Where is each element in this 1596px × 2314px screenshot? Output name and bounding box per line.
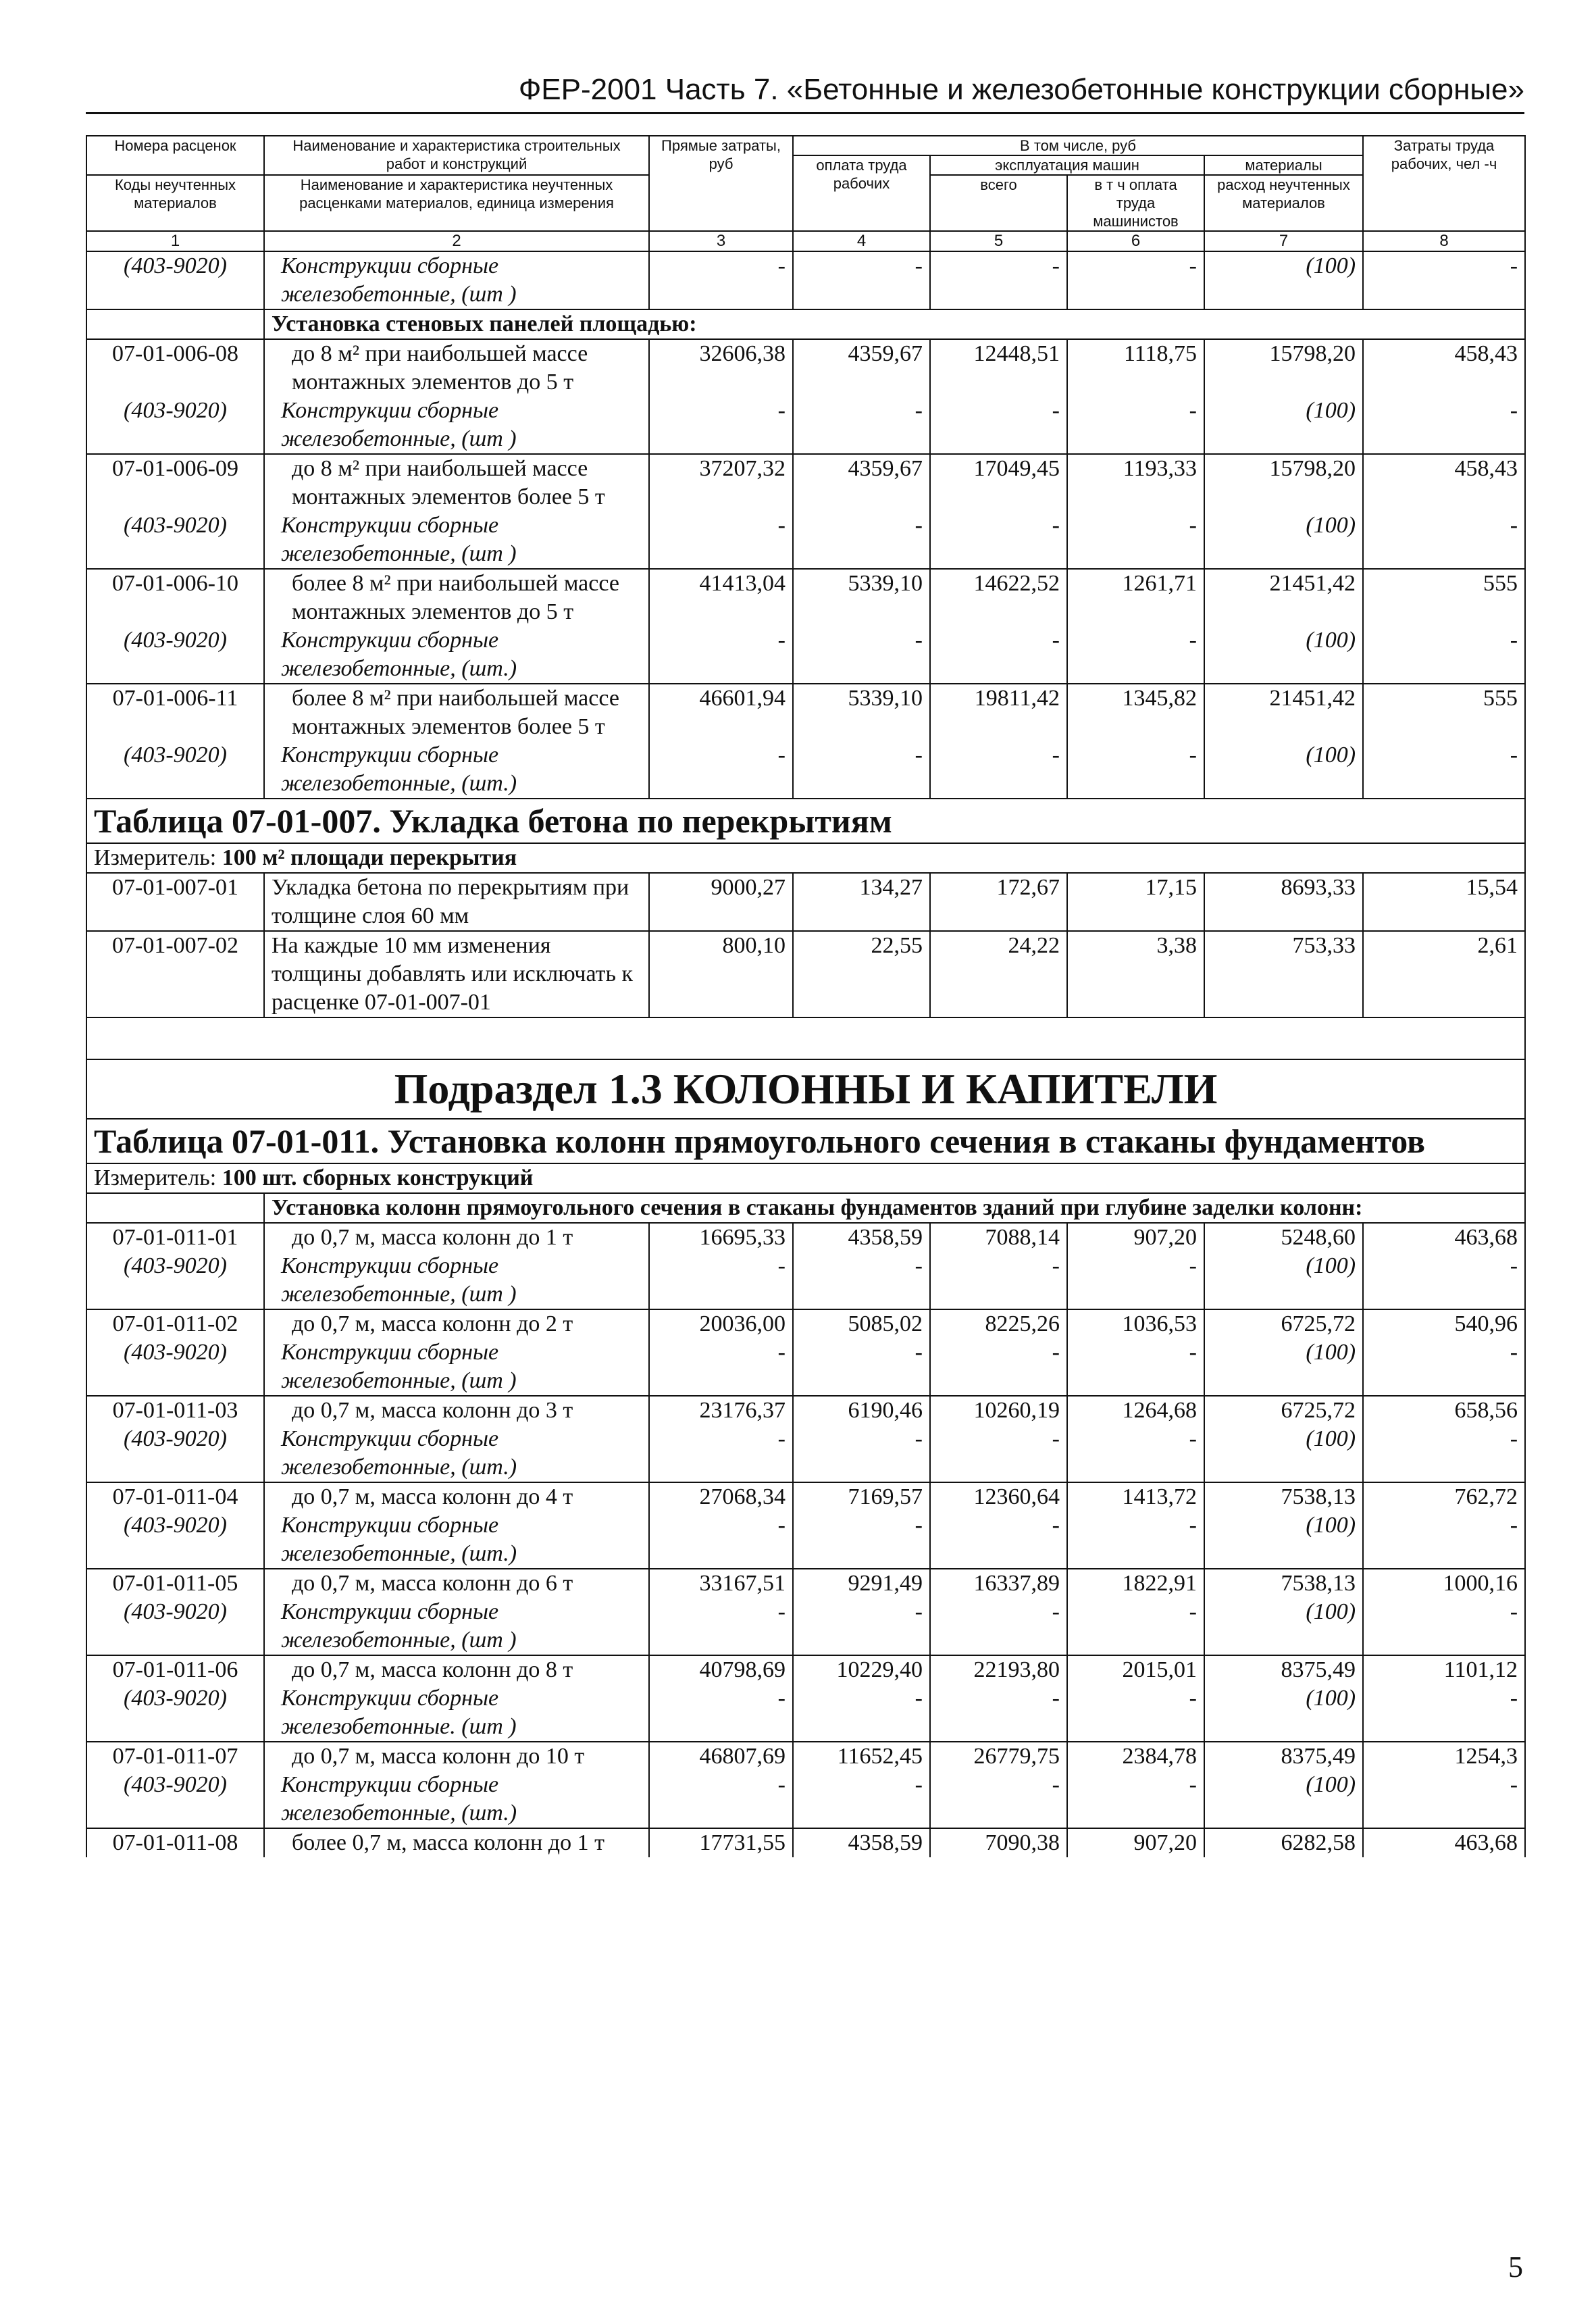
rate-name: до 0,7 м, масса колонн до 10 т	[264, 1742, 649, 1771]
spacer-row	[86, 1017, 1525, 1059]
running-header: ФЕР-2001 Часть 7. «Бетонные и железобетонные конструкции сборные»	[86, 68, 1524, 114]
direct-cost-value: -	[649, 1338, 793, 1396]
measure-label: Измеритель:	[94, 1165, 217, 1190]
empty-code-cell	[86, 1193, 264, 1223]
measure-value: 100 м² площади перекрытия	[222, 845, 517, 870]
material-code: (403-9020)	[86, 626, 264, 684]
column-number: 6	[1067, 231, 1204, 251]
group-subtitle: Установка стеновых панелей площадью:	[264, 309, 1525, 339]
labor-value: -	[1363, 1425, 1525, 1482]
machinists-wages-value: -	[1067, 1425, 1204, 1482]
materials-value: (100)	[1204, 511, 1363, 569]
material-name: Конструкции сборные железобетонные, (шт )	[264, 1598, 649, 1655]
direct-cost-value: -	[649, 397, 793, 454]
machines-total-value: -	[930, 251, 1067, 309]
rate-code: 07-01-007-01	[86, 873, 264, 931]
wages-value: -	[793, 1425, 930, 1482]
wages-value: 4359,67	[793, 339, 930, 397]
wages-value: 4359,67	[793, 454, 930, 511]
rate-code: 07-01-006-09	[86, 454, 264, 511]
wages-value: 4358,59	[793, 1223, 930, 1252]
materials-value: (100)	[1204, 1338, 1363, 1396]
labor-value: 1101,12	[1363, 1655, 1525, 1684]
header-codes: Номера расценок	[86, 136, 264, 175]
table-body	[86, 251, 1525, 1857]
machines-total-value: -	[930, 626, 1067, 684]
header-including: В том числе, руб	[793, 136, 1363, 155]
material-code: (403-9020)	[86, 741, 264, 799]
materials-value: 6725,72	[1204, 1396, 1363, 1425]
material-name: Конструкции сборные железобетонные, (шт.)	[264, 1425, 649, 1482]
rate-name: более 8 м² при наибольшей массе монтажных элементов более 5 т	[264, 684, 649, 741]
header-labor: Затраты труда рабочих, чел -ч	[1363, 136, 1525, 231]
wages-value: -	[793, 251, 930, 309]
wages-value: -	[793, 1771, 930, 1828]
materials-value: 5248,60	[1204, 1223, 1363, 1252]
direct-cost-value: -	[649, 251, 793, 309]
machinists-wages-value: 1193,33	[1067, 454, 1204, 511]
material-name: Конструкции сборные железобетонные, (шт )	[264, 397, 649, 454]
machines-total-value: 17049,45	[930, 454, 1067, 511]
wages-value: -	[793, 1338, 930, 1396]
table-title: Таблица 07-01-007. Укладка бетона по перекрытиям	[86, 799, 1525, 843]
rate-name: до 8 м² при наибольшей массе монтажных элементов до 5 т	[264, 339, 649, 397]
measure-row	[86, 843, 1525, 873]
machines-total-value: -	[930, 397, 1067, 454]
wages-value: -	[793, 1684, 930, 1742]
material-row	[86, 1598, 1525, 1655]
machines-total-value: 7088,14	[930, 1223, 1067, 1252]
machinists-wages-value: 1345,82	[1067, 684, 1204, 741]
column-number: 3	[649, 231, 793, 251]
materials-value: 15798,20	[1204, 454, 1363, 511]
material-name: Конструкции сборные железобетонные, (шт.)	[264, 1771, 649, 1828]
column-number: 1	[86, 231, 264, 251]
rate-name: до 8 м² при наибольшей массе монтажных элементов более 5 т	[264, 454, 649, 511]
material-code: (403-9020)	[86, 1425, 264, 1482]
page-number: 5	[1508, 2250, 1523, 2284]
price-table	[86, 135, 1526, 1857]
material-name: Конструкции сборные железобетонные, (шт )	[264, 1338, 649, 1396]
measure-row	[86, 1163, 1525, 1193]
direct-cost-value: 16695,33	[649, 1223, 793, 1252]
rate-name: более 8 м² при наибольшей массе монтажных элементов до 5 т	[264, 569, 649, 626]
machines-total-value: -	[930, 1252, 1067, 1309]
machinists-wages-value: -	[1067, 626, 1204, 684]
group-subtitle: Установка колонн прямоугольного сечения в стаканы фундаментов зданий при глубине заделки колонн:	[264, 1193, 1525, 1223]
header-materials: материалы	[1204, 155, 1363, 175]
material-code: (403-9020)	[86, 251, 264, 309]
materials-value: (100)	[1204, 1684, 1363, 1742]
labor-value: -	[1363, 1511, 1525, 1569]
material-row	[86, 1771, 1525, 1828]
wages-value: 134,27	[793, 873, 930, 931]
material-code: (403-9020)	[86, 1771, 264, 1828]
labor-value: -	[1363, 626, 1525, 684]
material-row	[86, 397, 1525, 454]
materials-value: (100)	[1204, 251, 1363, 309]
machinists-wages-value: -	[1067, 741, 1204, 799]
material-row	[86, 251, 1525, 309]
machinists-wages-value: 17,15	[1067, 873, 1204, 931]
machinists-wages-value: 1261,71	[1067, 569, 1204, 626]
machines-total-value: 10260,19	[930, 1396, 1067, 1425]
table-row	[86, 873, 1525, 931]
direct-cost-value: 800,10	[649, 931, 793, 1017]
header-machines-total: всего	[930, 175, 1067, 231]
machinists-wages-value: -	[1067, 1598, 1204, 1655]
materials-value: 21451,42	[1204, 684, 1363, 741]
labor-value: -	[1363, 397, 1525, 454]
rate-name: до 0,7 м, масса колонн до 1 т	[264, 1223, 649, 1252]
labor-value: 463,68	[1363, 1223, 1525, 1252]
measure-label: Измеритель:	[94, 845, 217, 870]
materials-value: (100)	[1204, 1598, 1363, 1655]
direct-cost-value: 17731,55	[649, 1828, 793, 1857]
direct-cost-value: -	[649, 1771, 793, 1828]
machines-total-value: -	[930, 1598, 1067, 1655]
rate-code: 07-01-011-01	[86, 1223, 264, 1252]
table-row	[86, 454, 1525, 511]
rate-code: 07-01-011-05	[86, 1569, 264, 1598]
header-direct-costs: Прямые затраты, руб	[649, 136, 793, 231]
machines-total-value: -	[930, 1338, 1067, 1396]
material-name: Конструкции сборные железобетонные, (шт )	[264, 511, 649, 569]
rate-code: 07-01-011-02	[86, 1309, 264, 1338]
machines-total-value: -	[930, 1684, 1067, 1742]
labor-value: -	[1363, 1252, 1525, 1309]
machinists-wages-value: 907,20	[1067, 1223, 1204, 1252]
table-title: Таблица 07-01-011. Установка колонн прямоугольного сечения в стаканы фундаментов	[86, 1119, 1525, 1163]
wages-value: 11652,45	[793, 1742, 930, 1771]
labor-value: 458,43	[1363, 454, 1525, 511]
column-number: 4	[793, 231, 930, 251]
group-subtitle-row	[86, 1193, 1525, 1223]
wages-value: 5339,10	[793, 569, 930, 626]
direct-cost-value: 46807,69	[649, 1742, 793, 1771]
column-number: 2	[264, 231, 649, 251]
spacer-cell	[86, 1017, 1525, 1059]
measure-line	[86, 843, 1525, 873]
column-numbers-row	[86, 231, 1525, 251]
header-wages: оплата труда рабочих	[793, 155, 930, 231]
material-code: (403-9020)	[86, 1252, 264, 1309]
labor-value: 1000,16	[1363, 1569, 1525, 1598]
materials-value: (100)	[1204, 1425, 1363, 1482]
direct-cost-value: 32606,38	[649, 339, 793, 397]
rate-name: до 0,7 м, масса колонн до 4 т	[264, 1482, 649, 1511]
wages-value: 10229,40	[793, 1655, 930, 1684]
machines-total-value: 22193,80	[930, 1655, 1067, 1684]
table-row	[86, 1482, 1525, 1511]
column-number: 7	[1204, 231, 1363, 251]
material-name: Конструкции сборные железобетонные, (шт.)	[264, 1511, 649, 1569]
machinists-wages-value: -	[1067, 1511, 1204, 1569]
subsection-title: Подраздел 1.3 КОЛОННЫ И КАПИТЕЛИ	[86, 1059, 1525, 1119]
material-row	[86, 626, 1525, 684]
material-name: Конструкции сборные железобетонные, (шт )	[264, 1252, 649, 1309]
labor-value: 2,61	[1363, 931, 1525, 1017]
rate-code: 07-01-006-10	[86, 569, 264, 626]
labor-value: 555	[1363, 684, 1525, 741]
materials-value: (100)	[1204, 1252, 1363, 1309]
machines-total-value: 172,67	[930, 873, 1067, 931]
machinists-wages-value: 1413,72	[1067, 1482, 1204, 1511]
material-name: Конструкции сборные железобетонные. (шт )	[264, 1684, 649, 1742]
materials-value: 6725,72	[1204, 1309, 1363, 1338]
header-materials-sub: расход неучтенных материалов	[1204, 175, 1363, 231]
wages-value: -	[793, 1511, 930, 1569]
rate-name: На каждые 10 мм изменения толщины добавлять или исключать к расценке 07-01-007-01	[264, 931, 649, 1017]
direct-cost-value: 37207,32	[649, 454, 793, 511]
material-name: Конструкции сборные железобетонные, (шт.)	[264, 741, 649, 799]
wages-value: -	[793, 1598, 930, 1655]
materials-value: (100)	[1204, 397, 1363, 454]
machinists-wages-value: -	[1067, 397, 1204, 454]
direct-cost-value: -	[649, 1684, 793, 1742]
machinists-wages-value: 1118,75	[1067, 339, 1204, 397]
machinists-wages-value: -	[1067, 1338, 1204, 1396]
measure-value: 100 шт. сборных конструкций	[222, 1165, 534, 1190]
material-code: (403-9020)	[86, 511, 264, 569]
material-row	[86, 1684, 1525, 1742]
direct-cost-value: 23176,37	[649, 1396, 793, 1425]
table-row	[86, 1223, 1525, 1252]
machinists-wages-value: 907,20	[1067, 1828, 1204, 1857]
rate-name: более 0,7 м, масса колонн до 1 т	[264, 1828, 649, 1857]
machines-total-value: -	[930, 1425, 1067, 1482]
rate-code: 07-01-011-04	[86, 1482, 264, 1511]
material-row	[86, 511, 1525, 569]
machinists-wages-value: 1822,91	[1067, 1569, 1204, 1598]
materials-value: 753,33	[1204, 931, 1363, 1017]
rate-name: до 0,7 м, масса колонн до 8 т	[264, 1655, 649, 1684]
materials-value: 15798,20	[1204, 339, 1363, 397]
table-row	[86, 684, 1525, 741]
table-row	[86, 1655, 1525, 1684]
machines-total-value: 12448,51	[930, 339, 1067, 397]
direct-cost-value: 27068,34	[649, 1482, 793, 1511]
rate-code: 07-01-006-08	[86, 339, 264, 397]
material-code: (403-9020)	[86, 1511, 264, 1569]
wages-value: 5339,10	[793, 684, 930, 741]
material-name: Конструкции сборные железобетонные, (шт.)	[264, 626, 649, 684]
empty-code-cell	[86, 309, 264, 339]
direct-cost-value: -	[649, 1511, 793, 1569]
header-codes-sub: Коды неучтенных материалов	[86, 175, 264, 231]
materials-value: 6282,58	[1204, 1828, 1363, 1857]
machines-total-value: 26779,75	[930, 1742, 1067, 1771]
labor-value: -	[1363, 1684, 1525, 1742]
wages-value: 22,55	[793, 931, 930, 1017]
rate-code: 07-01-011-08	[86, 1828, 264, 1857]
machines-total-value: 24,22	[930, 931, 1067, 1017]
labor-value: 458,43	[1363, 339, 1525, 397]
material-name: Конструкции сборные железобетонные, (шт )	[264, 251, 649, 309]
machines-total-value: -	[930, 741, 1067, 799]
table-title-row	[86, 799, 1525, 843]
direct-cost-value: -	[649, 741, 793, 799]
machinists-wages-value: 2384,78	[1067, 1742, 1204, 1771]
machinists-wages-value: -	[1067, 511, 1204, 569]
machines-total-value: -	[930, 511, 1067, 569]
table-row	[86, 339, 1525, 397]
direct-cost-value: -	[649, 511, 793, 569]
table-row	[86, 931, 1525, 1017]
table-row	[86, 1309, 1525, 1338]
direct-cost-value: 33167,51	[649, 1569, 793, 1598]
machinists-wages-value: -	[1067, 1684, 1204, 1742]
wages-value: -	[793, 1252, 930, 1309]
materials-value: (100)	[1204, 1511, 1363, 1569]
column-number: 5	[930, 231, 1067, 251]
wages-value: 6190,46	[793, 1396, 930, 1425]
wages-value: -	[793, 511, 930, 569]
materials-value: 7538,13	[1204, 1569, 1363, 1598]
machinists-wages-value: -	[1067, 251, 1204, 309]
labor-value: 658,56	[1363, 1396, 1525, 1425]
machines-total-value: 7090,38	[930, 1828, 1067, 1857]
material-row	[86, 1338, 1525, 1396]
material-row	[86, 1425, 1525, 1482]
rate-name: до 0,7 м, масса колонн до 2 т	[264, 1309, 649, 1338]
subsection-title-row	[86, 1059, 1525, 1119]
wages-value: -	[793, 741, 930, 799]
machinists-wages-value: 2015,01	[1067, 1655, 1204, 1684]
direct-cost-value: -	[649, 1425, 793, 1482]
table-row	[86, 569, 1525, 626]
group-subtitle-row	[86, 309, 1525, 339]
wages-value: -	[793, 397, 930, 454]
materials-value: 7538,13	[1204, 1482, 1363, 1511]
material-row	[86, 1511, 1525, 1569]
wages-value: 7169,57	[793, 1482, 930, 1511]
table-title-row	[86, 1119, 1525, 1163]
header-name: Наименование и характеристика строительных работ и конструкций	[264, 136, 649, 175]
labor-value: -	[1363, 1771, 1525, 1828]
rate-code: 07-01-011-07	[86, 1742, 264, 1771]
rate-name: Укладка бетона по перекрытиям при толщине слоя 60 мм	[264, 873, 649, 931]
machinists-wages-value: 3,38	[1067, 931, 1204, 1017]
table-row	[86, 1396, 1525, 1425]
direct-cost-value: 41413,04	[649, 569, 793, 626]
rate-name: до 0,7 м, масса колонн до 3 т	[264, 1396, 649, 1425]
materials-value: 8375,49	[1204, 1742, 1363, 1771]
table-row	[86, 1569, 1525, 1598]
materials-value: 21451,42	[1204, 569, 1363, 626]
direct-cost-value: -	[649, 1252, 793, 1309]
labor-value: -	[1363, 1338, 1525, 1396]
direct-cost-value: 20036,00	[649, 1309, 793, 1338]
machines-total-value: 14622,52	[930, 569, 1067, 626]
materials-value: 8693,33	[1204, 873, 1363, 931]
wages-value: 4358,59	[793, 1828, 930, 1857]
material-code: (403-9020)	[86, 397, 264, 454]
labor-value: -	[1363, 511, 1525, 569]
measure-line	[86, 1163, 1525, 1193]
rate-code: 07-01-007-02	[86, 931, 264, 1017]
column-number: 8	[1363, 231, 1525, 251]
rate-name: до 0,7 м, масса колонн до 6 т	[264, 1569, 649, 1598]
wages-value: 5085,02	[793, 1309, 930, 1338]
direct-cost-value: -	[649, 626, 793, 684]
machinists-wages-value: -	[1067, 1252, 1204, 1309]
machines-total-value: 8225,26	[930, 1309, 1067, 1338]
header-machinists-wages: в т ч оплата труда машинистов	[1067, 175, 1204, 231]
machinists-wages-value: 1264,68	[1067, 1396, 1204, 1425]
material-code: (403-9020)	[86, 1598, 264, 1655]
rate-code: 07-01-011-03	[86, 1396, 264, 1425]
labor-value: 555	[1363, 569, 1525, 626]
material-row	[86, 741, 1525, 799]
machines-total-value: 12360,64	[930, 1482, 1067, 1511]
machines-total-value: -	[930, 1511, 1067, 1569]
machinists-wages-value: 1036,53	[1067, 1309, 1204, 1338]
direct-cost-value: -	[649, 1598, 793, 1655]
labor-value: 540,96	[1363, 1309, 1525, 1338]
materials-value: 8375,49	[1204, 1655, 1363, 1684]
direct-cost-value: 9000,27	[649, 873, 793, 931]
wages-value: 9291,49	[793, 1569, 930, 1598]
material-code: (403-9020)	[86, 1338, 264, 1396]
table-header	[86, 136, 1525, 251]
materials-value: (100)	[1204, 626, 1363, 684]
table-row	[86, 1742, 1525, 1771]
table-row	[86, 1828, 1525, 1857]
machines-total-value: -	[930, 1771, 1067, 1828]
labor-value: -	[1363, 251, 1525, 309]
machines-total-value: 16337,89	[930, 1569, 1067, 1598]
labor-value: 15,54	[1363, 873, 1525, 931]
labor-value: 463,68	[1363, 1828, 1525, 1857]
rate-code: 07-01-011-06	[86, 1655, 264, 1684]
direct-cost-value: 40798,69	[649, 1655, 793, 1684]
rate-code: 07-01-006-11	[86, 684, 264, 741]
machinists-wages-value: -	[1067, 1771, 1204, 1828]
labor-value: 1254,3	[1363, 1742, 1525, 1771]
machines-total-value: 19811,42	[930, 684, 1067, 741]
material-row	[86, 1252, 1525, 1309]
labor-value: 762,72	[1363, 1482, 1525, 1511]
material-code: (403-9020)	[86, 1684, 264, 1742]
labor-value: -	[1363, 1598, 1525, 1655]
wages-value: -	[793, 626, 930, 684]
materials-value: (100)	[1204, 1771, 1363, 1828]
header-name-sub: Наименование и характеристика неучтенных расценками материалов, единица измерения	[264, 175, 649, 231]
materials-value: (100)	[1204, 741, 1363, 799]
direct-cost-value: 46601,94	[649, 684, 793, 741]
labor-value: -	[1363, 741, 1525, 799]
header-machines: эксплуатация машин	[930, 155, 1204, 175]
